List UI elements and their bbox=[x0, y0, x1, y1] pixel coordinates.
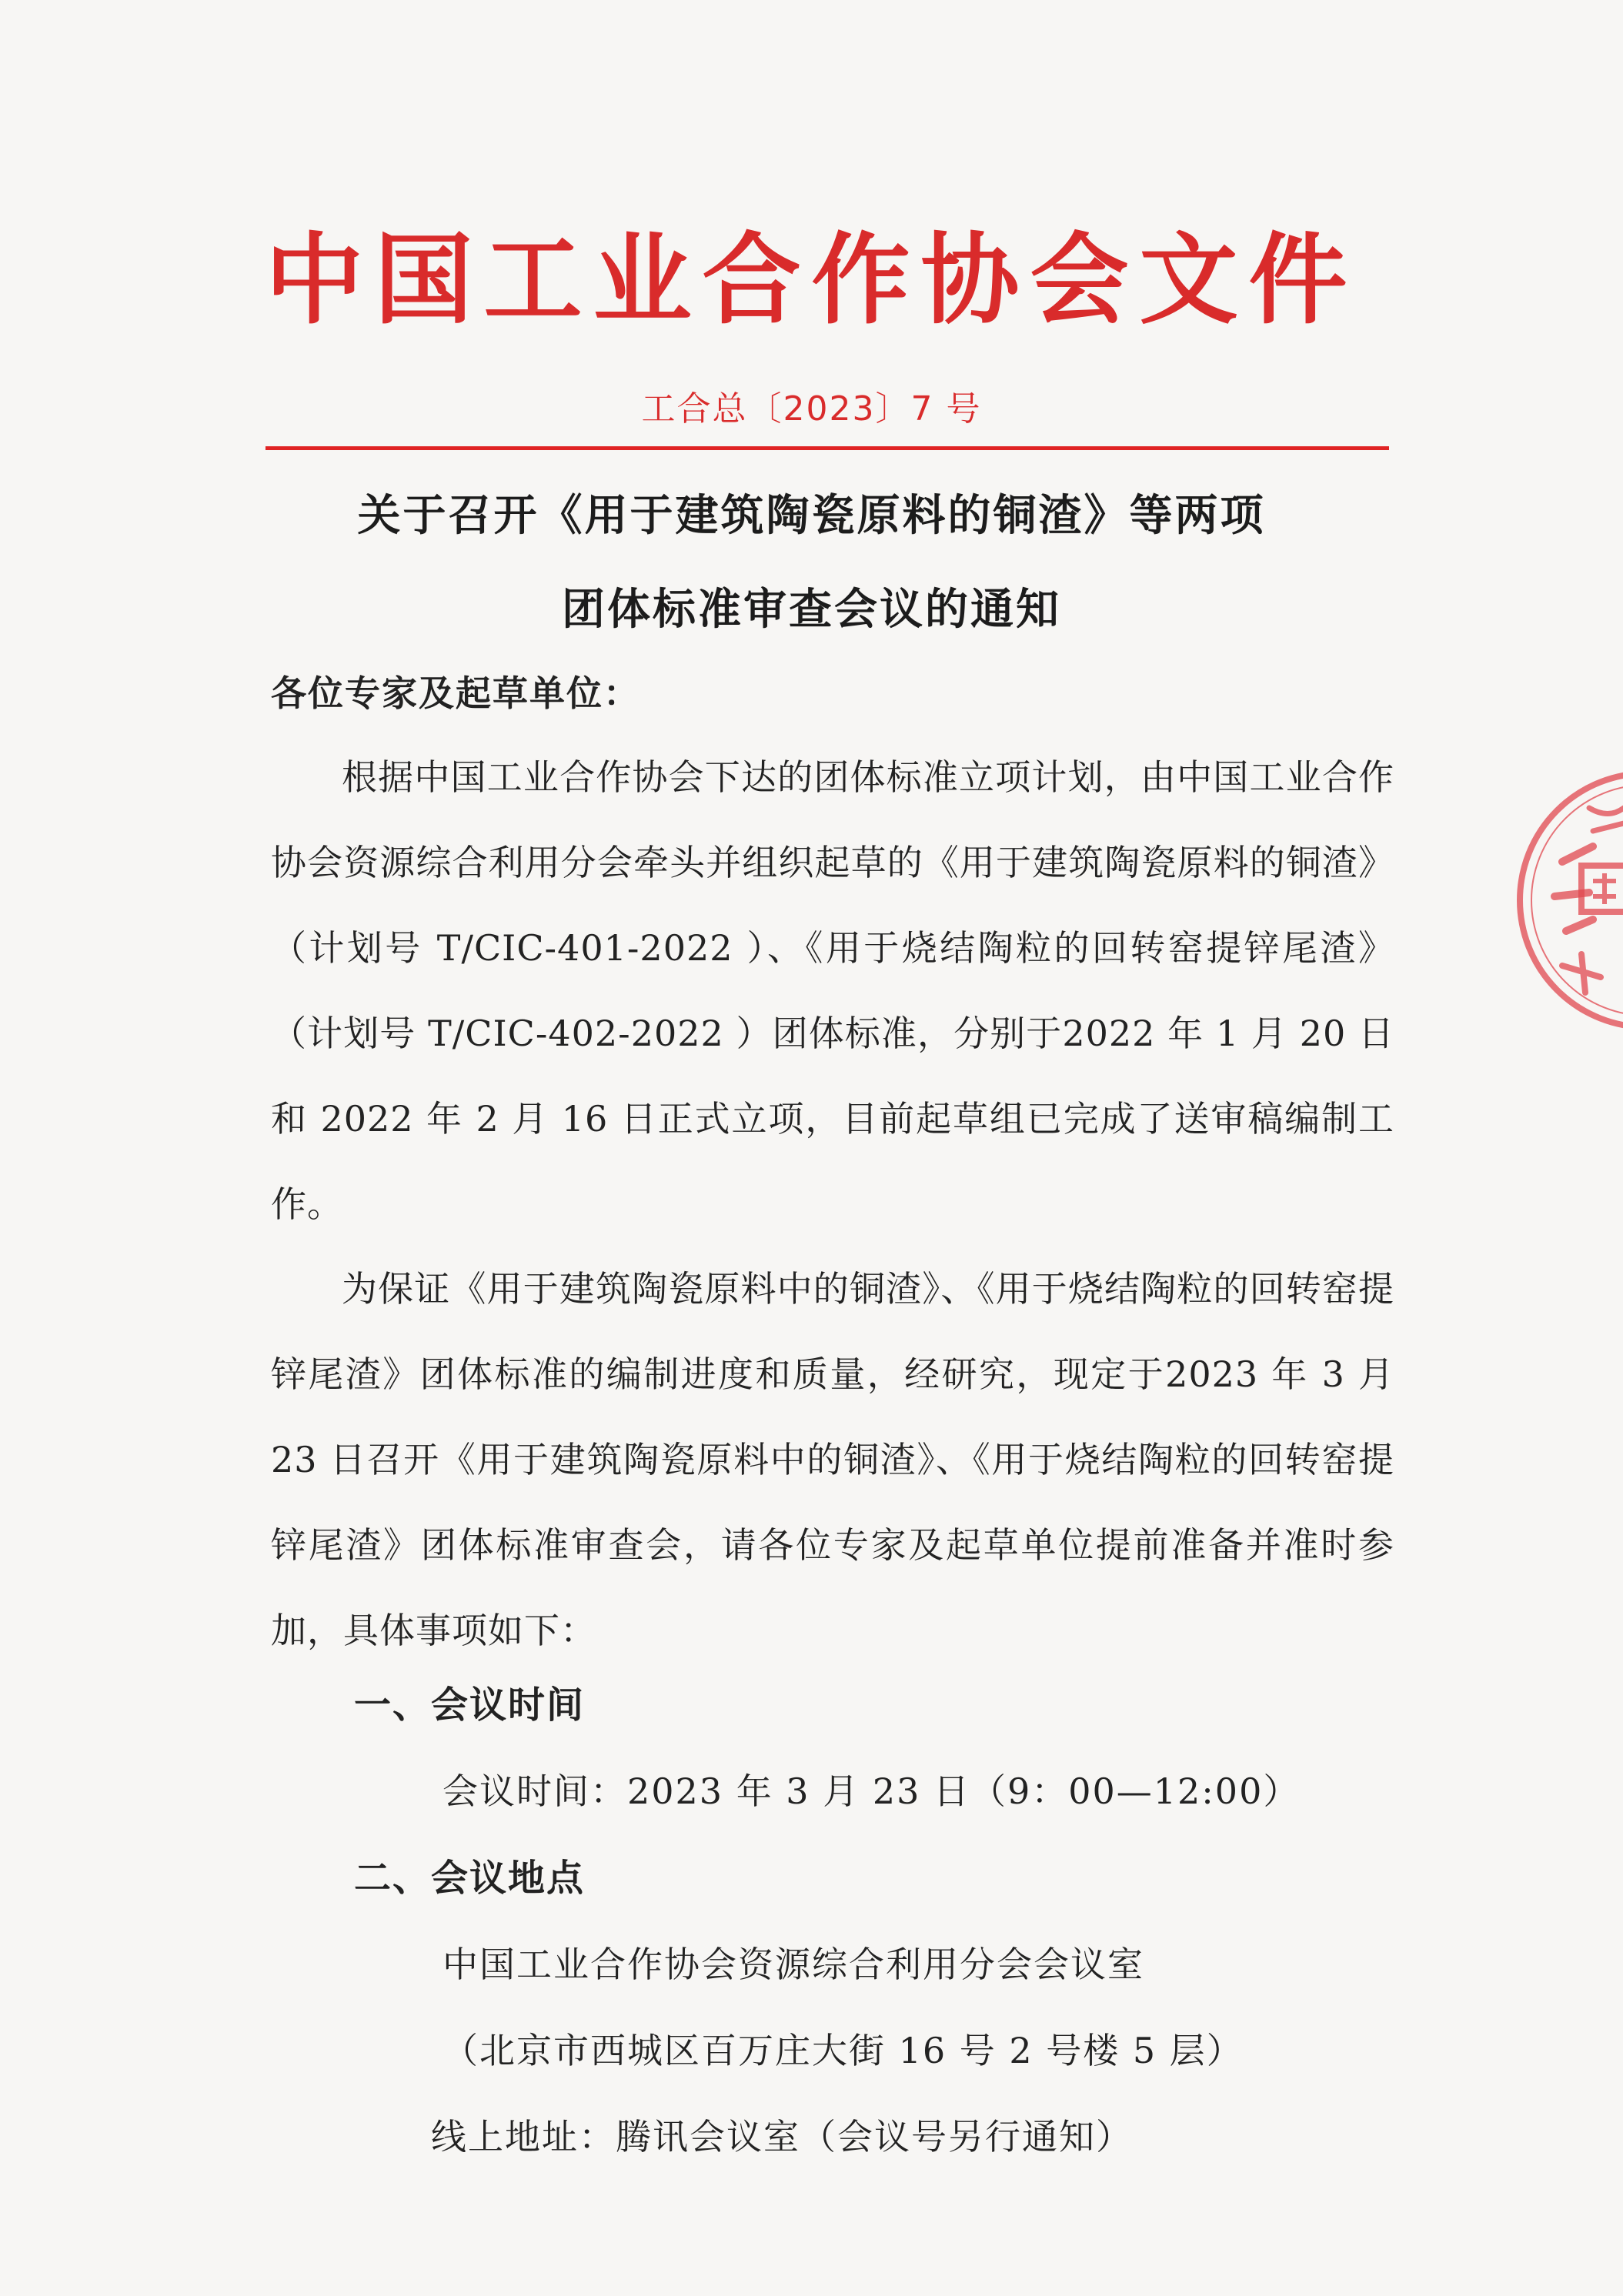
red-divider bbox=[265, 446, 1389, 450]
meeting-address: （北京市西城区百万庄大街 16 号 2 号楼 5 层） bbox=[442, 2030, 1244, 2071]
section-heading-time: 一、会议时间 bbox=[354, 1684, 586, 1727]
body-paragraph-1: 根据中国工业合作协会下达的团体标准立项计划，由中国工业合作协会资源综合利用分会牵头并组织起草的《用于建筑陶瓷原料的铜渣》（计划号 T/CIC-401-2022 ）、《用于烧结陶粒的回转窑提锌尾渣》（计划号 T/CIC-402-2022 ）团体标准，分别于2022 年 1 月 20 日和 2022 年 2 月 16 日正式立项，目前起草组已完成了送审稿编制工作。 bbox=[271, 756, 1394, 1225]
meeting-time: 会议时间：2023 年 3 月 23 日（9：00—12:00） bbox=[442, 1770, 1301, 1812]
meeting-venue: 中国工业合作协会资源综合利用分会会议室 bbox=[442, 1944, 1144, 1985]
notice-title-line1: 关于召开《用于建筑陶瓷原料的铜渣》等两项 bbox=[357, 490, 1266, 541]
org-title: 中国工业合作协会文件 bbox=[265, 223, 1358, 338]
body-paragraph-2: 为保证《用于建筑陶瓷原料中的铜渣》、《用于烧结陶粒的回转窑提锌尾渣》团体标准的编制进度和质量，经研究，现定于2023 年 3 月 23 日召开《用于建筑陶瓷原料中的铜渣》、《用于烧结陶粒的回转窑提锌尾渣》团体标准审查会，请各位专家及起草单位提前准备并准时参加，具体事项如下： bbox=[271, 1268, 1394, 1651]
official-seal-icon bbox=[1508, 762, 1623, 1039]
salutation: 各位专家及起草单位： bbox=[271, 672, 640, 714]
notice-title-line2: 团体标准审查会议的通知 bbox=[562, 584, 1061, 635]
doc-number: 工合总〔2023〕7 号 bbox=[641, 389, 982, 429]
section-heading-venue: 二、会议地点 bbox=[354, 1857, 586, 1900]
online-address: 线上地址：腾讯会议室（会议号另行通知） bbox=[431, 2116, 1133, 2158]
